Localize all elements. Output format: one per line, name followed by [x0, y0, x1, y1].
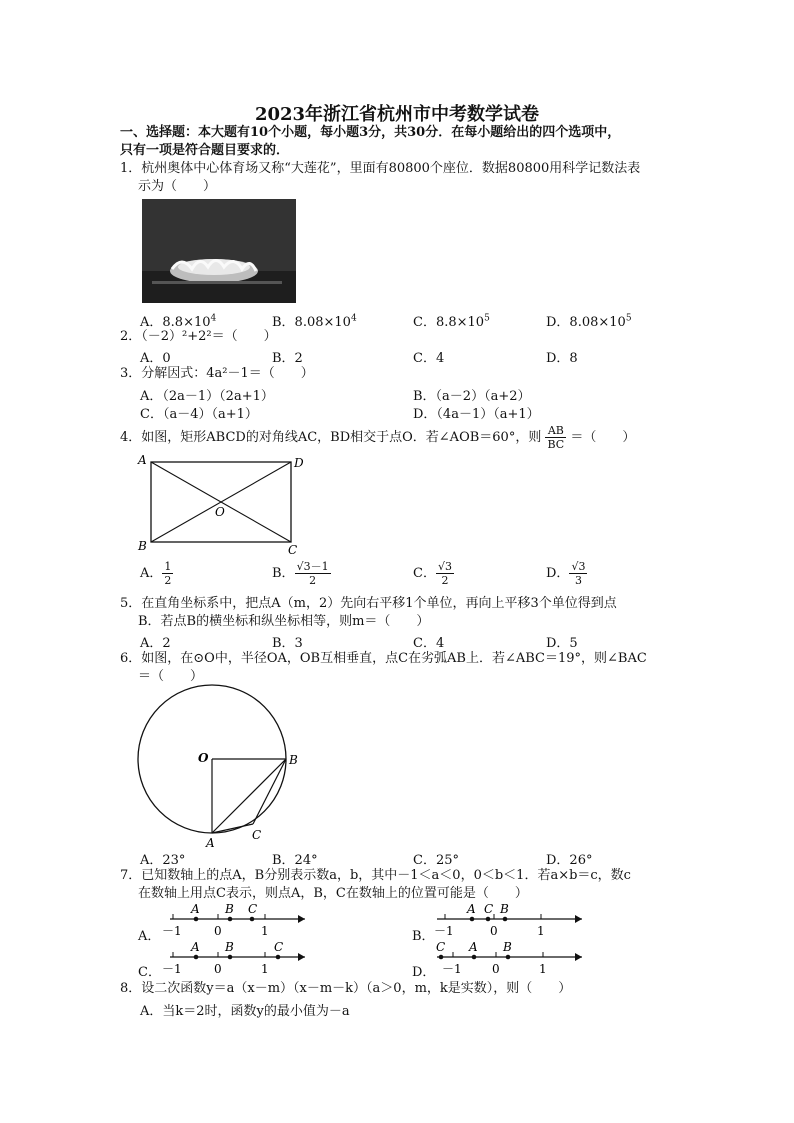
question-7-line-1: 7．已知数轴上的点A，B分别表示数a，b，其中－1＜a＜0，0＜b＜1．若a×b＝c，数c	[120, 868, 631, 883]
q6-option-a[interactable]: A．23°	[140, 853, 186, 868]
svg-text:B: B	[225, 902, 234, 916]
question-1	[120, 160, 640, 196]
q7-option-d[interactable]: D．	[412, 965, 436, 980]
q8-option-a[interactable]: A．当k＝2时，函数y的最小值为－a	[140, 1004, 350, 1019]
number-line-d	[432, 939, 587, 979]
q5-option-d[interactable]: D．5	[546, 636, 578, 651]
label-a: A	[138, 453, 147, 467]
svg-text:C: C	[274, 940, 284, 954]
label-b: B	[289, 753, 298, 767]
chord-bc	[253, 759, 286, 824]
svg-text:C: C	[436, 940, 446, 954]
svg-text:1: 1	[539, 962, 547, 976]
stadium-photo	[142, 199, 296, 303]
label-c: C	[252, 828, 262, 842]
question-2-stem: 2．（－2）²+2²＝（ ）	[120, 329, 277, 344]
question-7-line-2: 在数轴上用点C表示，则点A，B，C在数轴上的位置可能是（ ）	[138, 886, 528, 901]
q4-option-a[interactable]: A． $\frac{1}{2}$	[140, 560, 172, 587]
svg-text:B: B	[500, 902, 509, 916]
q2-option-b[interactable]: B．2	[272, 351, 303, 366]
q4-option-c[interactable]: C． $\frac{√3}{2}$	[413, 560, 452, 587]
question-7	[120, 867, 631, 903]
circle-o-diagram	[130, 680, 305, 850]
question-1-line-1: 1．杭州奥体中心体育场又称“大莲花”，里面有80800个座位．数据80800用科学记数法表	[120, 161, 641, 176]
question-5-line-1: 5．在直角坐标系中，把点A（m，2）先向右平移1个单位，再向上平移3个单位得到点	[120, 596, 617, 611]
number-line-c	[160, 939, 310, 979]
q3-option-b[interactable]: B．（a－2）（a+2）	[413, 389, 531, 404]
number-line-a	[160, 901, 310, 941]
q1-option-a[interactable]: A．$8.8\times 10^4$	[140, 313, 217, 330]
label-a: A	[206, 836, 215, 850]
svg-text:A: A	[191, 902, 200, 916]
q3-option-d[interactable]: D．（4a－1）（a+1）	[413, 407, 540, 422]
q1-option-d[interactable]: D．$8.08\times 10^5$	[546, 313, 632, 330]
svg-text:B: B	[503, 940, 512, 954]
q7-option-a[interactable]: A．	[138, 929, 161, 944]
q2-option-c[interactable]: C．4	[413, 351, 445, 366]
svg-text:0: 0	[490, 924, 498, 938]
svg-text:A: A	[469, 940, 478, 954]
q3-option-c[interactable]: C．（a－4）（a+1）	[140, 407, 258, 422]
svg-text:－1: －1	[442, 962, 462, 976]
ab-over-bc-fraction: $\frac{AB}{BC}$	[547, 424, 565, 451]
stadium-photo-drawing	[142, 199, 296, 303]
svg-text:－1: －1	[434, 924, 454, 938]
svg-text:A: A	[191, 940, 200, 954]
label-b: B	[138, 539, 147, 553]
q4-option-d[interactable]: D． $\frac{√3}{3}$	[546, 560, 586, 587]
q2-option-d[interactable]: D．8	[546, 351, 578, 366]
label-o: O	[215, 505, 225, 519]
question-3-stem: 3．分解因式：4a²－1＝（ ）	[120, 366, 314, 381]
q7-option-c[interactable]: C．	[138, 965, 161, 980]
section-line-2: 只有一项是符合题目要求的．	[120, 143, 290, 158]
label-d: D	[294, 456, 304, 470]
chord-ab	[212, 759, 286, 833]
svg-text:C: C	[248, 902, 258, 916]
section-heading	[120, 124, 620, 160]
q3-option-a[interactable]: A．（2a－1）（2a+1）	[140, 389, 274, 404]
q5-option-b[interactable]: B．3	[272, 636, 303, 651]
svg-text:0: 0	[214, 924, 222, 938]
svg-text:A: A	[467, 902, 476, 916]
svg-text:－1: －1	[162, 962, 182, 976]
q7-option-b[interactable]: B．	[412, 929, 435, 944]
q2-option-a[interactable]: A．0	[140, 351, 171, 366]
q4-option-b[interactable]: B． $\frac{√3-1}{2}$	[272, 560, 329, 587]
section-line-1: 一、选择题：本大题有10个小题，每小题3分，共30分．在每小题给出的四个选项中，	[120, 125, 621, 140]
chord-ac	[212, 824, 253, 833]
svg-text:－1: －1	[162, 924, 182, 938]
svg-text:1: 1	[261, 924, 269, 938]
rectangle-abcd-diagram	[135, 452, 315, 558]
number-line-b	[432, 901, 587, 941]
label-o: O	[198, 751, 209, 765]
svg-text:0: 0	[492, 962, 500, 976]
svg-text:1: 1	[537, 924, 545, 938]
svg-text:1: 1	[261, 962, 269, 976]
question-4-stem: 4．如图，矩形ABCD的对角线AC，BD相交于点O．若∠AOB＝60°，则 $\frac{AB}{BC}$ ＝（ ）	[120, 424, 636, 451]
question-6-line-1: 6．如图，在⊙O中，半径OA，OB互相垂直，点C在劣弧AB上．若∠ABC＝19°，则∠BAC	[120, 651, 647, 666]
q5-option-c[interactable]: C．4	[413, 636, 445, 651]
q1-option-c[interactable]: C．$8.8\times 10^5$	[413, 313, 490, 330]
q6-option-d[interactable]: D．26°	[546, 853, 593, 868]
q6-option-c[interactable]: C．25°	[413, 853, 459, 868]
page-title: 2023年浙江省杭州市中考数学试卷	[254, 104, 540, 125]
svg-text:0: 0	[214, 962, 222, 976]
question-1-line-2: 示为（ ）	[138, 179, 217, 194]
question-5	[120, 595, 617, 631]
question-6-line-2: ＝（ ）	[138, 669, 204, 684]
label-c: C	[288, 543, 298, 557]
q6-option-b[interactable]: B．24°	[272, 853, 318, 868]
q1-option-b[interactable]: B．$8.08\times 10^4$	[272, 313, 357, 330]
svg-text:C: C	[484, 902, 494, 916]
q5-option-a[interactable]: A．2	[140, 636, 171, 651]
question-8-stem: 8．设二次函数y＝a（x－m）（x－m－k）（a＞0，m，k是实数），则（ ）	[120, 981, 572, 996]
question-5-line-2: B．若点B的横坐标和纵坐标相等，则m＝（ ）	[138, 614, 430, 629]
svg-text:B: B	[225, 940, 234, 954]
